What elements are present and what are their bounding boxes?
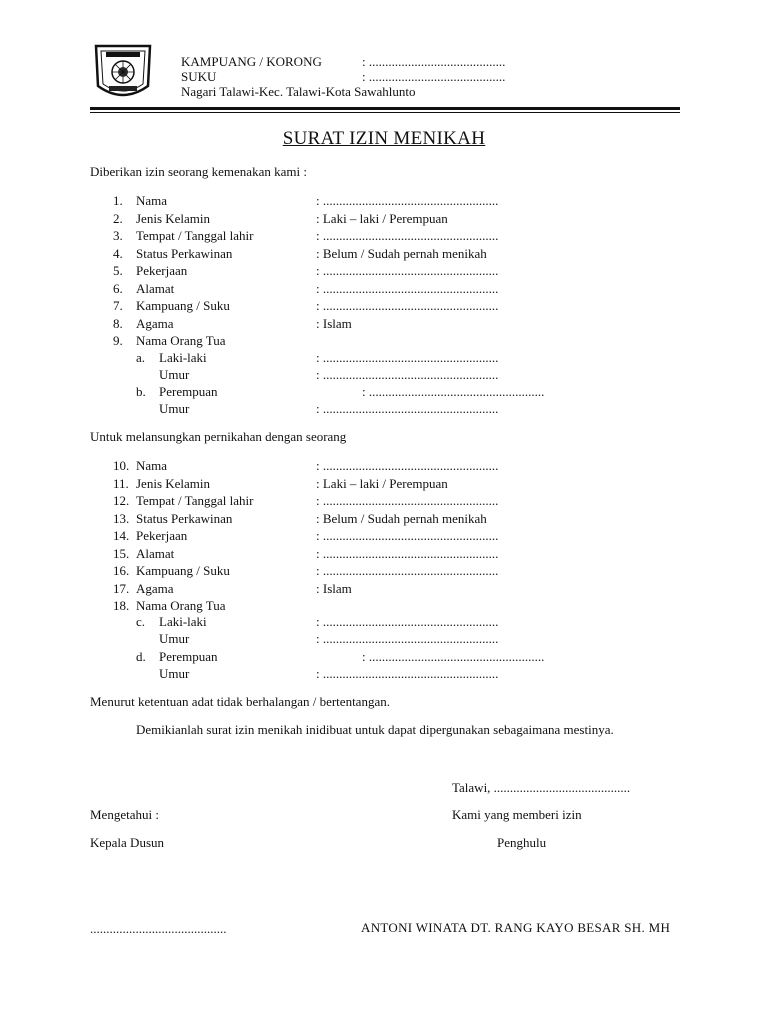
row-number: 15. <box>113 545 130 561</box>
form-row <box>0 527 768 544</box>
row-label: Pekerjaan <box>136 263 188 278</box>
field-value[interactable]: : ...................................................... <box>316 350 499 365</box>
form-row <box>0 280 768 297</box>
form-row <box>0 457 768 474</box>
parent-row-c-age: Umur : ...................................................... <box>159 631 499 646</box>
form-row <box>0 580 768 597</box>
row-number: 16. <box>113 563 130 578</box>
parent-row-a: a. Laki-laki : ...................................................... <box>136 350 499 365</box>
field-value[interactable]: : ...................................................... <box>316 545 499 561</box>
row-label: Alamat <box>136 280 175 296</box>
left-signature-name: .......................................... <box>90 921 227 936</box>
field-value[interactable]: : ...................................................... <box>316 666 499 681</box>
form-row <box>0 262 768 279</box>
field-value[interactable]: : ...................................................... <box>316 563 499 578</box>
field-value[interactable]: : ...................................................... <box>316 493 499 508</box>
form-row <box>0 245 768 262</box>
field-value[interactable]: : Islam <box>316 580 352 596</box>
row-label: Agama <box>136 580 174 596</box>
row-label: Status Perkawinan <box>136 245 233 261</box>
row-label: Nama Orang Tua <box>136 333 226 348</box>
row-number: 9. <box>113 333 123 348</box>
form-row <box>0 332 768 349</box>
right-signature-role: Penghulu <box>497 835 547 850</box>
middle-text: Untuk melansungkan pernikahan dengan seorang <box>90 429 347 444</box>
row-number: 11. <box>113 475 129 491</box>
form-row <box>0 475 768 492</box>
field-value[interactable]: : ...................................................... <box>362 649 545 664</box>
field-value[interactable]: : ...................................................... <box>316 614 499 629</box>
row-label: Kampuang / Suku <box>136 563 230 578</box>
field-value[interactable]: : Laki – laki / Perempuan <box>316 210 448 226</box>
field-value[interactable]: : Belum / Sudah pernah menikah <box>316 245 487 261</box>
left-signature-role: Kepala Dusun <box>90 835 165 850</box>
row-label: Kampuang / Suku <box>136 298 230 313</box>
form-row <box>0 227 768 244</box>
right-signature-heading: Kami yang memberi izin <box>452 807 582 822</box>
row-number: 6. <box>113 280 123 296</box>
form-row <box>0 210 768 227</box>
row-number: 3. <box>113 228 123 243</box>
field-value[interactable]: : Laki – laki / Perempuan <box>316 475 448 491</box>
form-row <box>0 545 768 562</box>
row-number: 4. <box>113 245 123 261</box>
field-value[interactable]: : ...................................................... <box>316 367 499 382</box>
form-row <box>0 192 768 209</box>
parent-row-b: b. Perempuan : ...................................................... <box>136 384 545 399</box>
right-signature-name: ANTONI WINATA DT. RANG KAYO BESAR SH. MH <box>361 920 671 935</box>
field-value[interactable]: : ...................................................... <box>316 631 499 646</box>
row-number: 5. <box>113 263 123 278</box>
row-label: Pekerjaan <box>136 528 188 543</box>
form-row <box>0 315 768 332</box>
row-number: 1. <box>113 193 123 208</box>
field-value[interactable]: : ...................................................... <box>316 298 499 313</box>
row-label: Nama <box>136 193 168 208</box>
field-value[interactable]: : ...................................................... <box>316 193 499 208</box>
header-field-suku-value: : .......................................... <box>362 69 506 84</box>
field-value[interactable]: : ...................................................... <box>316 263 499 278</box>
row-label: Status Perkawinan <box>136 510 233 526</box>
field-value[interactable]: : Belum / Sudah pernah menikah <box>316 510 487 526</box>
row-label: Nama Orang Tua <box>136 598 226 613</box>
row-number: 13. <box>113 510 130 526</box>
header-divider-thick <box>90 107 680 110</box>
row-label: Alamat <box>136 545 175 561</box>
parent-row-c: c. Laki-laki : ...................................................... <box>136 614 499 629</box>
parent-row-b-age: Umur : ...................................................... <box>159 401 499 416</box>
header-field-kampuang-label: KAMPUANG / KORONG <box>181 54 322 69</box>
field-value[interactable]: : Islam <box>316 315 352 331</box>
row-label: Agama <box>136 315 174 331</box>
form-row <box>0 297 768 314</box>
header-field-suku-label: SUKU <box>181 69 217 84</box>
field-value[interactable]: : ...................................................... <box>316 528 499 543</box>
row-label: Tempat / Tanggal lahir <box>136 493 254 508</box>
form-row <box>0 492 768 509</box>
field-value[interactable]: : ...................................................... <box>316 280 499 296</box>
header-field-kampuang-value: : .......................................... <box>362 54 506 69</box>
parent-row-d: d. Perempuan : ...................................................... <box>136 649 545 664</box>
field-value[interactable]: : ...................................................... <box>316 228 499 243</box>
document-title: SURAT IZIN MENIKAH <box>282 128 486 149</box>
row-number: 8. <box>113 315 123 331</box>
row-number: 18. <box>113 598 130 613</box>
row-label: Jenis Kelamin <box>136 210 211 226</box>
closing-text: Demikianlah surat izin menikah inidibuat untuk dapat dipergunakan sebagaimana mestinya. <box>136 722 614 737</box>
intro-text: Diberikan izin seorang kemenakan kami : <box>90 164 307 179</box>
row-label: Nama <box>136 458 168 473</box>
place-date: Talawi, .......................................... <box>452 780 631 795</box>
row-number: 10. <box>113 458 130 473</box>
form-row <box>0 510 768 527</box>
header-divider-thin <box>90 112 680 113</box>
row-number: 14. <box>113 528 130 543</box>
header-address: Nagari Talawi-Kec. Talawi-Kota Sawahlunto <box>181 84 416 99</box>
left-signature-heading: Mengetahui : <box>90 807 159 822</box>
form-row <box>0 562 768 579</box>
row-number: 7. <box>113 298 123 313</box>
row-number: 17. <box>113 580 130 596</box>
row-label: Jenis Kelamin <box>136 475 211 491</box>
form-row <box>0 597 768 614</box>
row-number: 12. <box>113 493 130 508</box>
field-value[interactable]: : ...................................................... <box>316 458 499 473</box>
adat-note: Menurut ketentuan adat tidak berhalangan / bertentangan. <box>90 694 390 709</box>
row-label: Tempat / Tanggal lahir <box>136 228 254 243</box>
field-value[interactable]: : ...................................................... <box>316 401 499 416</box>
row-number: 2. <box>113 210 123 226</box>
parent-row-a-age: Umur : ...................................................... <box>159 367 499 382</box>
field-value[interactable]: : ...................................................... <box>362 384 545 399</box>
parent-row-d-age: Umur : ...................................................... <box>159 666 499 681</box>
seal-emblem-icon <box>92 42 154 102</box>
